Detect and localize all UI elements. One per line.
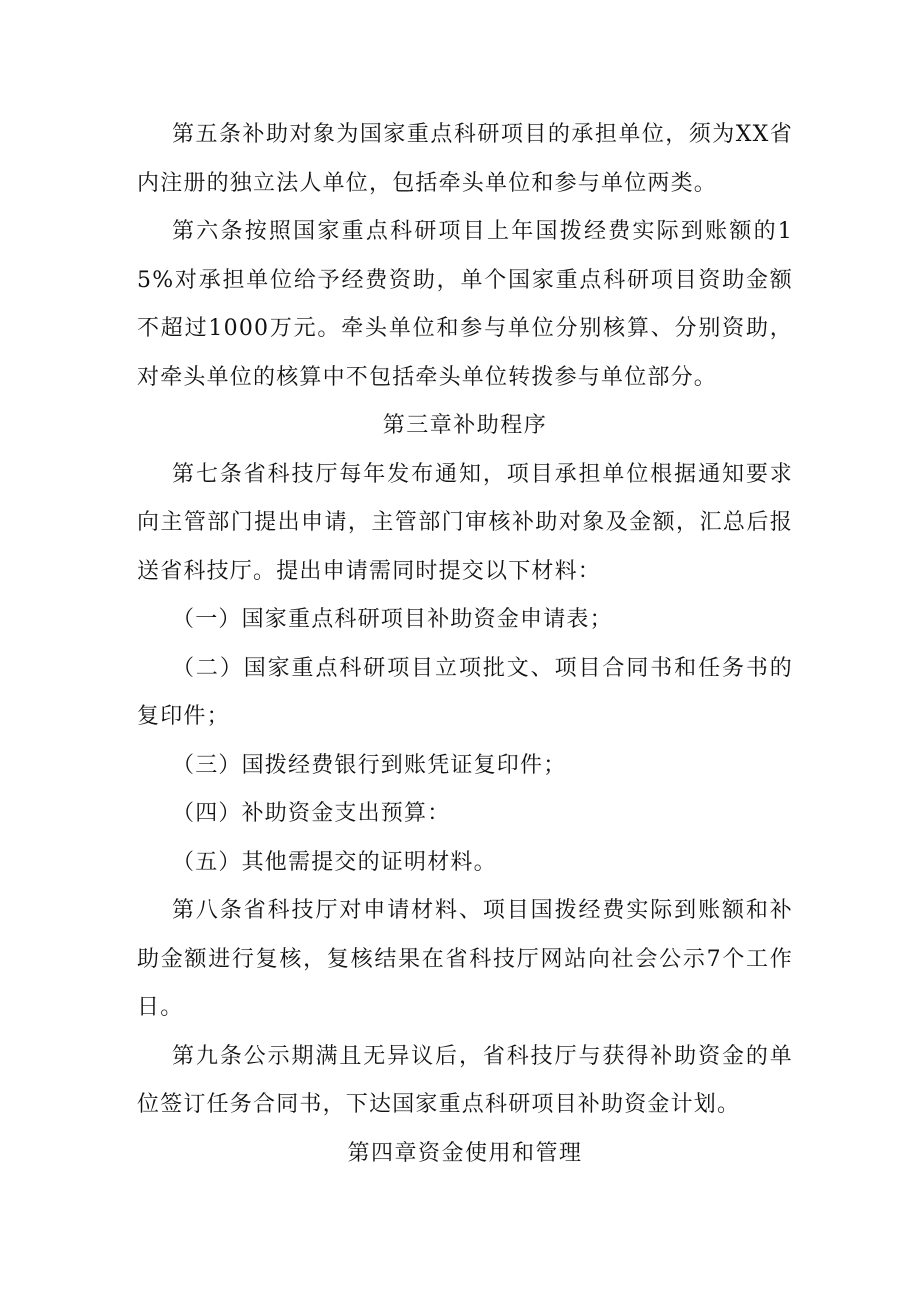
article-7: 第七条省科技厅每年发布通知，项目承担单位根据通知要求向主管部门提出申请，主管部门审核补助对象及金额，汇总后报送省科技厅。提出申请需同时提交以下材料： [137, 461, 793, 584]
article-6: 第六条按照国家重点科研项目上年国拨经费实际到账额的15%对承担单位给予经费资助，单个国家重点科研项目资助金额不超过1000万元。牵头单位和参与单位分别核算、分别资助，对牵头单位的核算中不包括牵头单位转拨参与单位部分。 [137, 219, 793, 390]
document-body [137, 111, 793, 1178]
list-item-2: （二）国家重点科研项目立项批文、项目合同书和任务书的复印件； [137, 655, 793, 729]
chapter-4-heading: 第四章资金使用和管理 [347, 1140, 583, 1166]
article-5: 第五条补助对象为国家重点科研项目的承担单位，须为XX省内注册的独立法人单位，包括牵头单位和参与单位两类。 [137, 122, 793, 196]
chapter-3-heading: 第三章补助程序 [382, 413, 548, 438]
list-item-1: （一）国家重点科研项目补助资金申请表； [172, 607, 613, 632]
list-item-4: （四）补助资金支出预算： [172, 801, 451, 826]
article-8: 第八条省科技厅对申请材料、项目国拨经费实际到账额和补助金额进行复核，复核结果在省科技厅网站向社会公示7个工作日。 [137, 898, 793, 1020]
list-item-5: （五）其他需提交的证明材料。 [172, 849, 497, 875]
list-item-3: （三）国拨经费银行到账凭证复印件； [172, 752, 567, 778]
article-9: 第九条公示期满且无异议后，省科技厅与获得补助资金的单位签订任务合同书，下达国家重点科研项目补助资金计划。 [137, 1043, 793, 1117]
